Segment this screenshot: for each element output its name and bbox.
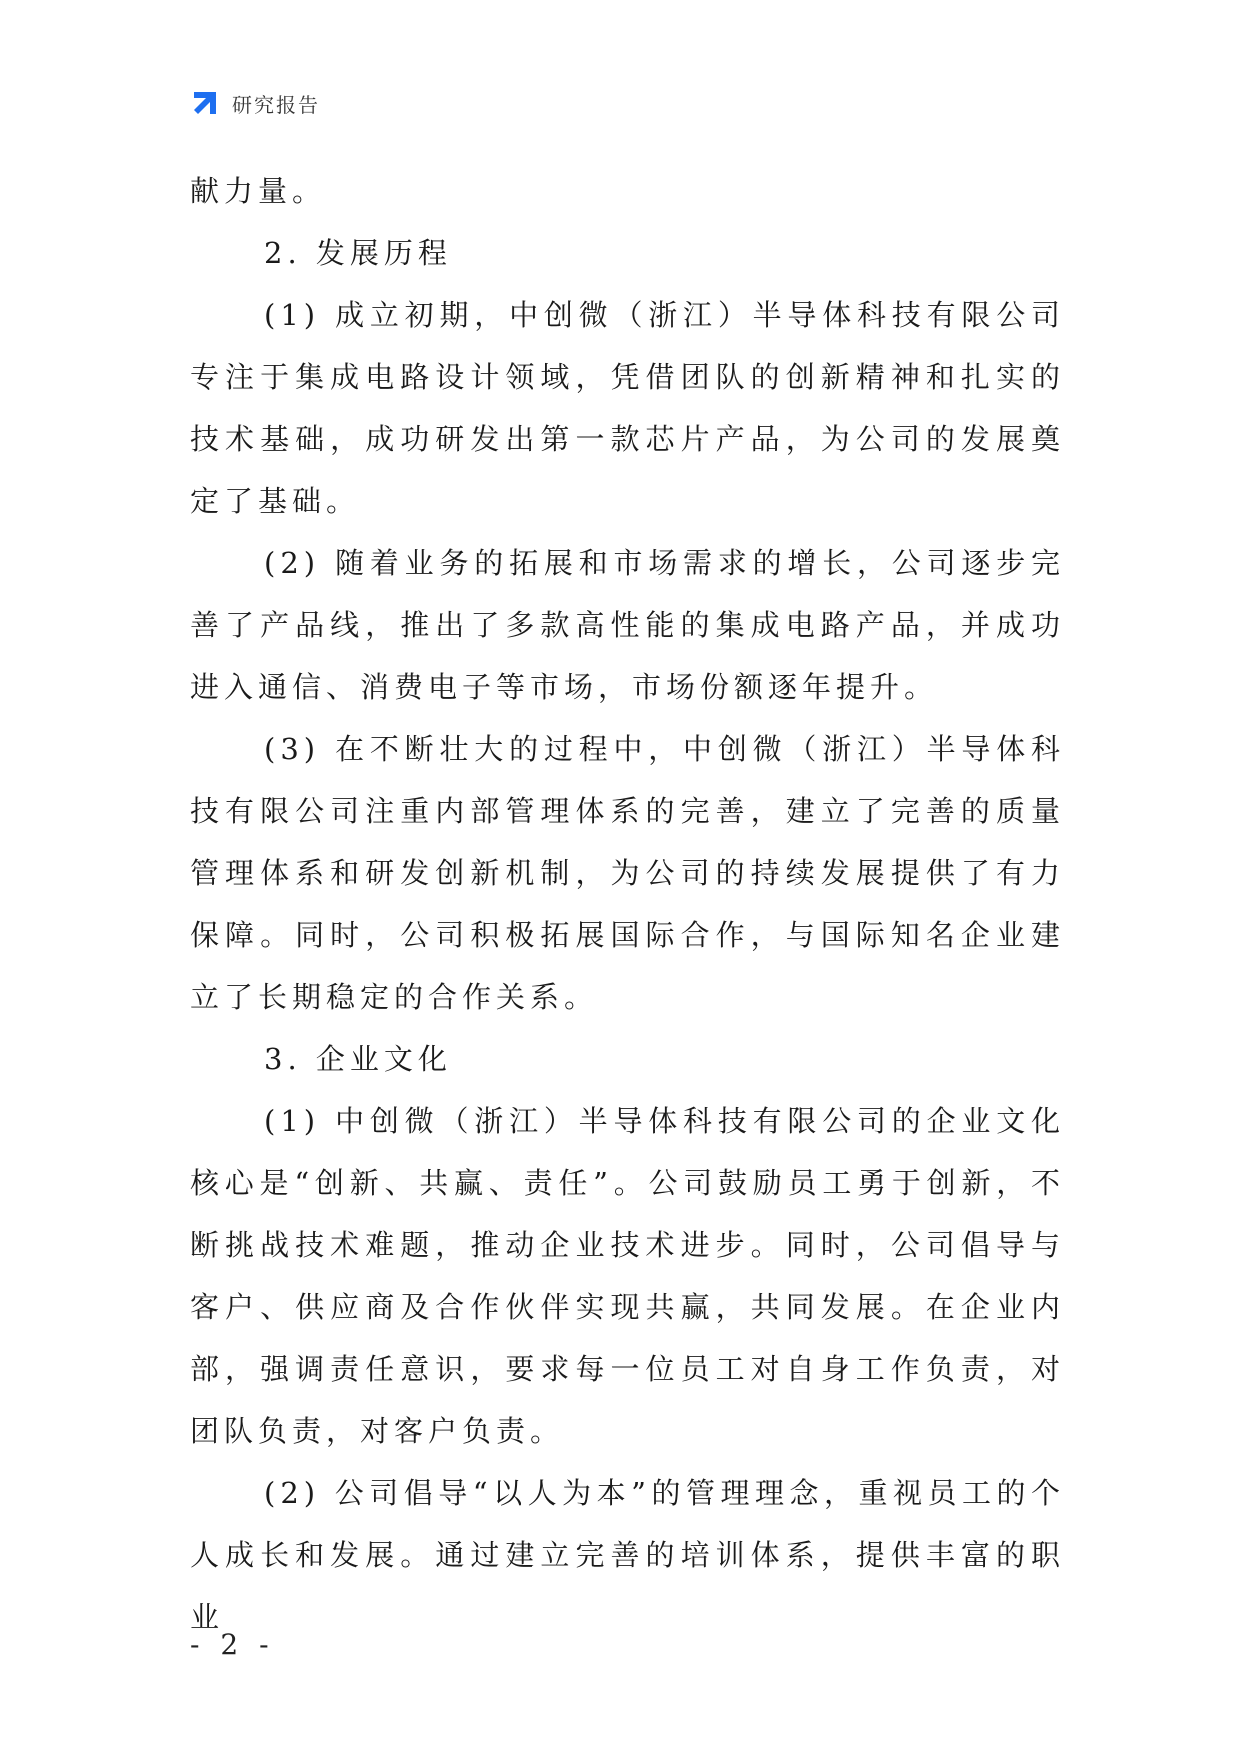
document-body bbox=[190, 160, 1065, 1648]
paragraph: (2) 随着业务的拓展和市场需求的增长，公司逐步完善了产品线，推出了多款高性能的集成电路产品，并成功进入通信、消费电子等市场，市场份额逐年提升。 bbox=[190, 546, 1065, 704]
paragraph: (2) 公司倡导“以人为本”的管理理念，重视员工的个人成长和发展。通过建立完善的培训体系，提供丰富的职业 bbox=[190, 1476, 1065, 1634]
paragraph: (1) 成立初期，中创微（浙江）半导体科技有限公司专注于集成电路设计领域，凭借团队的创新精神和扎实的技术基础，成功研发出第一款芯片产品，为公司的发展奠定了基础。 bbox=[190, 298, 1065, 518]
paragraph: (3) 在不断壮大的过程中，中创微（浙江）半导体科技有限公司注重内部管理体系的完善，建立了完善的质量管理体系和研发创新机制，为公司的持续发展提供了有力保障。同时，公司积极拓展国际合作，与国际知名企业建立了长期稳定的合作关系。 bbox=[190, 732, 1065, 1014]
paragraph: 献力量。 bbox=[190, 174, 327, 208]
paragraph: (1) 中创微（浙江）半导体科技有限公司的企业文化核心是“创新、共赢、责任”。公司鼓励员工勇于创新，不断挑战技术难题，推动企业技术进步。同时，公司倡导与客户、供应商及合作伙伴实现共赢，共同发展。在企业内部，强调责任意识，要求每一位员工对自身工作负责，对团队负责，对客户负责。 bbox=[190, 1104, 1065, 1448]
header-title: 研究报告 bbox=[232, 92, 320, 117]
section-heading: 2. 发展历程 bbox=[264, 236, 452, 270]
arrow-up-right-icon bbox=[190, 88, 220, 118]
section-heading: 3. 企业文化 bbox=[264, 1042, 452, 1076]
page-number: - 2 - bbox=[190, 1628, 275, 1661]
page-header bbox=[190, 88, 320, 118]
